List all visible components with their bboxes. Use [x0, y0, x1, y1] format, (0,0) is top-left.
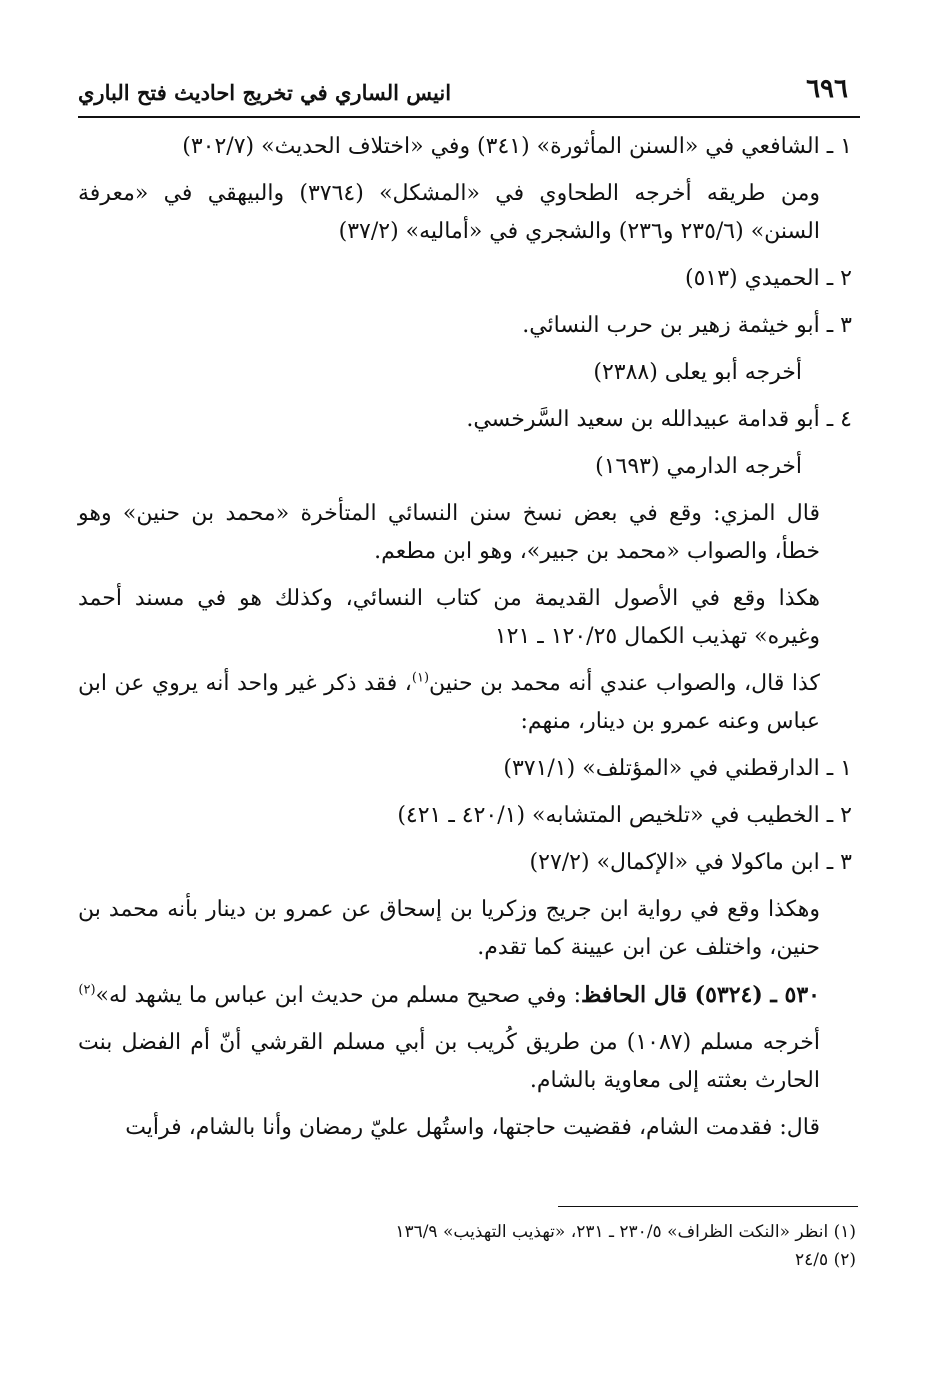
main-text	[78, 128, 860, 1156]
hadith-number: ٥٣٠ ـ (٥٣٢٤) قال الحافظ	[581, 982, 820, 1008]
narrator-item-2: ٢ ـ الخطيب في «تلخيص المتشابه» (٤٢٠/١ ـ ٤٢١)	[397, 803, 852, 828]
page-number: ٦٩٦	[806, 74, 848, 104]
book-page	[78, 60, 860, 1360]
source-item-2: ٢ ـ الحميدي (٥١٣)	[684, 266, 852, 291]
sawab-text-b: ، فقد ذكر غير واحد أنه يروي عن ابن عباس وعنه عمرو بن دينار، منهم:	[78, 671, 820, 734]
footnotes	[78, 1218, 860, 1274]
footnote-ref-1[interactable]: (١)	[411, 670, 430, 686]
paragraph-muslim: أخرجه مسلم (١٠٨٧) من طريق كُريب بن أبي مسلم القرشي أنّ أم الفضل بنت الحارث بعثته إلى معاوية بالشام.	[78, 1030, 820, 1093]
narrator-item-3: ٣ ـ ابن ماكولا في «الإكمال» (٢٧/٢)	[529, 850, 852, 875]
paragraph-kurayb: قال: فقدمت الشام، فقضيت حاجتها، واستُهل عليّ رمضان وأنا بالشام، فرأيت	[125, 1115, 820, 1140]
header-rule	[78, 116, 860, 118]
source-item-3: ٣ ـ أبو خيثمة زهير بن حرب النسائي.	[522, 313, 852, 338]
sawab-text-a: كذا قال، والصواب عندي أنه محمد بن حنين	[429, 671, 821, 696]
footnote-ref-2[interactable]: (٢)	[78, 982, 96, 998]
source-item-3-note: أخرجه أبو يعلى (٢٣٨٨)	[593, 360, 802, 385]
paragraph-usul: هكذا وقع في الأصول القديمة من كتاب النسائي، وكذلك هو في مسند أحمد وغيره» تهذيب الكمال ١٢٠/٢٥ ـ ١٢١	[78, 586, 820, 649]
source-item-4: ٤ ـ أبو قدامة عبيدالله بن سعيد السَّرخسي.	[466, 407, 852, 432]
footnote-2: (٢) ٢٤/٥	[795, 1250, 856, 1270]
page-header	[78, 70, 860, 110]
footnote-1: (١) انظر «النكت الظراف» ٢٣٠/٥ ـ ٢٣١، «تهذيب التهذيب» ١٣٦/٩	[395, 1222, 856, 1242]
hadith-530-heading	[78, 976, 860, 1015]
source-item-1: ١ ـ الشافعي في «السنن المأثورة» (٣٤١) وفي «اختلاف الحديث» (٣٠٢/٧)	[182, 134, 852, 159]
paragraph-sawab	[78, 665, 860, 741]
paragraph-ibn-jurayj: وهكذا وقع في رواية ابن جريج وزكريا بن إسحاق عن عمرو بن دينار بأنه محمد بن حنين، واختلف عن ابن عيينة كما تقدم.	[78, 897, 820, 960]
source-item-4-note: أخرجه الدارمي (١٦٩٣)	[595, 454, 802, 479]
paragraph-tahawi: ومن طريقه أخرجه الطحاوي في «المشكل» (٣٧٦٤) والبيهقي في «معرفة السنن» (٢٣٥/٦ و٢٣٦) والشجري في «أماليه» (٣٧/٢)	[78, 181, 821, 244]
narrator-item-1: ١ ـ الدارقطني في «المؤتلف» (٣٧١/١)	[503, 756, 852, 781]
footnote-rule	[558, 1206, 858, 1207]
paragraph-mizzi: قال المزي: وقع في بعض نسخ سنن النسائي المتأخرة «محمد بن حنين» وهو خطأ، والصواب «محمد بن جبير»، وهو ابن مطعم.	[78, 501, 820, 564]
running-title: انيس الساري في تخريج احاديث فتح الباري	[78, 80, 452, 105]
hadith-quote: : وفي صحيح مسلم من حديث ابن عباس ما يشهد له»	[95, 983, 582, 1008]
